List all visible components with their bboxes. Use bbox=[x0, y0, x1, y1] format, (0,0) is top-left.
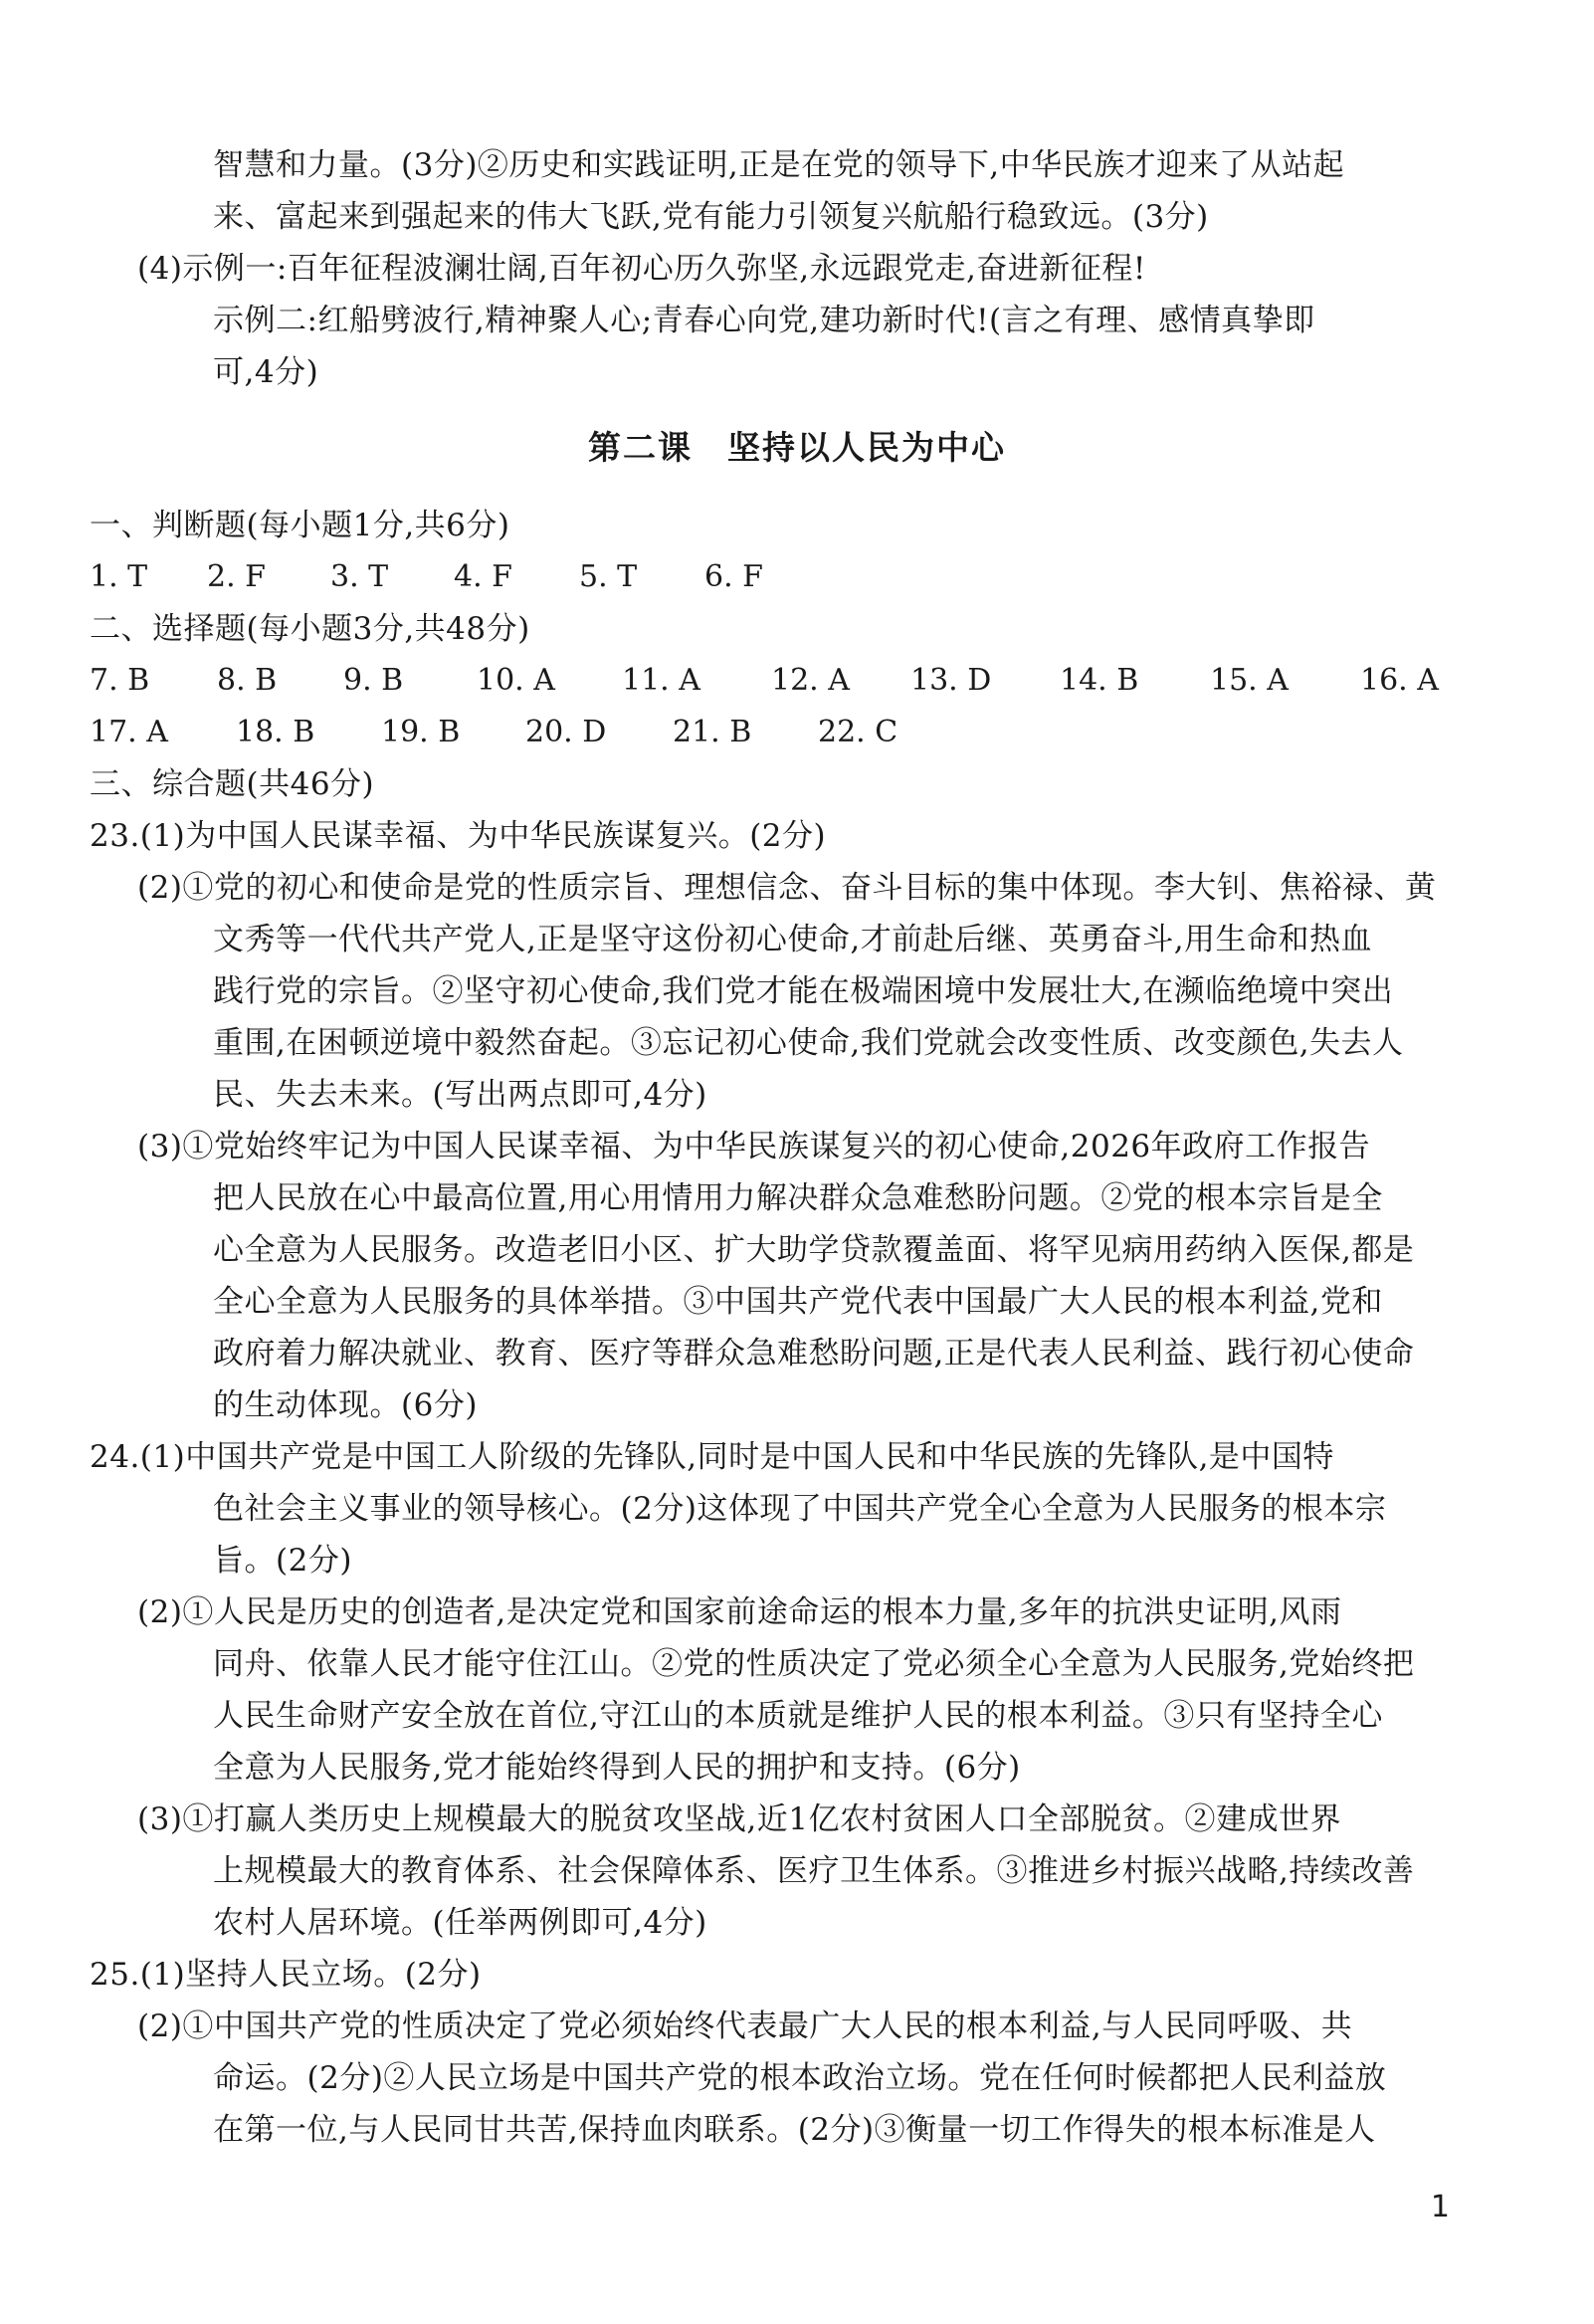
answer-line: 命运。(2分)②人民立场是中国共产党的根本政治立场。党在任何时候都把人民利益放 bbox=[213, 2060, 1387, 2096]
answer-row bbox=[90, 707, 897, 758]
continuation-line: 智慧和力量。(3分)②历史和实践证明,正是在党的领导下,中华民族才迎来了从站起 bbox=[213, 147, 1345, 183]
answer-line: (3)①打赢人类历史上规模最大的脱贫攻坚战,近1亿农村贫困人口全部脱贫。②建成世界 bbox=[137, 1801, 1341, 1837]
section-heading: 二、选择题(每小题3分,共48分) bbox=[90, 611, 530, 647]
answer-item: 7. B bbox=[90, 663, 150, 698]
answer-line: 23.(1)为中国人民谋幸福、为中华民族谋复兴。(2分) bbox=[90, 818, 827, 854]
answer-line: 政府着力解决就业、教育、医疗等群众急难愁盼问题,正是代表人民利益、践行初心使命 bbox=[213, 1336, 1415, 1372]
answer-line: 的生动体现。(6分) bbox=[213, 1387, 478, 1423]
answer-line: (2)①中国共产党的性质决定了党必须始终代表最广大人民的根本利益,与人民同呼吸、共 bbox=[137, 2008, 1353, 2044]
answer-row bbox=[90, 551, 763, 603]
answer-line: (2)①人民是历史的创造者,是决定党和国家前途命运的根本力量,多年的抗洪史证明,风雨 bbox=[137, 1594, 1342, 1630]
answer-line: 上规模最大的教育体系、社会保障体系、医疗卫生体系。③推进乡村振兴战略,持续改善 bbox=[213, 1853, 1415, 1889]
answer-item: 14. B bbox=[1060, 663, 1139, 698]
answer-line: 重围,在困顿逆境中毅然奋起。③忘记初心使命,我们党就会改变性质、改变颜色,失去人 bbox=[213, 1025, 1404, 1061]
answer-line: (2)①党的初心和使命是党的性质宗旨、理想信念、奋斗目标的集中体现。李大钊、焦裕禄、黄 bbox=[137, 870, 1437, 906]
answer-row bbox=[90, 655, 1439, 707]
answer-line: 把人民放在心中最高位置,用心用情用力解决群众急难愁盼问题。②党的根本宗旨是全 bbox=[213, 1180, 1383, 1216]
answer-line: 25.(1)坚持人民立场。(2分) bbox=[90, 1957, 482, 1993]
answer-line: 心全意为人民服务。改造老旧小区、扩大助学贷款覆盖面、将罕见病用药纳入医保,都是 bbox=[213, 1232, 1415, 1268]
answer-line: 24.(1)中国共产党是中国工人阶级的先锋队,同时是中国人民和中华民族的先锋队,是中国特 bbox=[90, 1439, 1334, 1475]
lesson-title: 第二课 坚持以人民为中心 bbox=[588, 428, 1006, 467]
answer-item: 2. F bbox=[207, 559, 266, 594]
answer-line: 践行党的宗旨。②坚守初心使命,我们党才能在极端困境中发展壮大,在濒临绝境中突出 bbox=[213, 973, 1394, 1009]
page-number: 1 bbox=[1430, 2190, 1450, 2224]
answer-item: 13. D bbox=[910, 663, 992, 698]
answer-line: 全心全意为人民服务的具体举措。③中国共产党代表中国最广大人民的根本利益,党和 bbox=[213, 1284, 1383, 1320]
answer-line: 旨。(2分) bbox=[213, 1543, 352, 1579]
answer-line: (3)①党始终牢记为中国人民谋幸福、为中华民族谋复兴的初心使命,2026年政府工作报告 bbox=[137, 1129, 1371, 1164]
answer-line: 民、失去未来。(写出两点即可,4分) bbox=[213, 1077, 707, 1113]
answer-line: 在第一位,与人民同甘共苦,保持血肉联系。(2分)③衡量一切工作得失的根本标准是人 bbox=[213, 2112, 1376, 2148]
answer-item: 9. B bbox=[343, 663, 404, 698]
answer-line: 人民生命财产安全放在首位,守江山的本质就是维护人民的根本利益。③只有坚持全心 bbox=[213, 1698, 1383, 1734]
answer-item: 11. A bbox=[622, 663, 700, 698]
answer-item: 8. B bbox=[217, 663, 278, 698]
answer-item: 10. A bbox=[477, 663, 555, 698]
answer-item: 16. A bbox=[1360, 663, 1439, 698]
answer-item: 6. F bbox=[704, 559, 763, 594]
answer-item: 18. B bbox=[236, 715, 315, 749]
answer-item: 21. B bbox=[673, 715, 752, 749]
section-heading: 三、综合题(共46分) bbox=[90, 766, 375, 802]
answer-line: 农村人居环境。(任举两例即可,4分) bbox=[213, 1905, 707, 1941]
answer-line: 色社会主义事业的领导核心。(2分)这体现了中国共产党全心全意为人民服务的根本宗 bbox=[213, 1491, 1387, 1527]
answer-item: 12. A bbox=[771, 663, 850, 698]
continuation-line: 来、富起来到强起来的伟大飞跃,党有能力引领复兴航船行稳致远。(3分) bbox=[213, 199, 1209, 235]
answer-item: 15. A bbox=[1210, 663, 1289, 698]
answer-item: 5. T bbox=[579, 559, 638, 594]
answer-line: 全意为人民服务,党才能始终得到人民的拥护和支持。(6分) bbox=[213, 1750, 1021, 1786]
continuation-line: (4)示例一:百年征程波澜壮阔,百年初心历久弥坚,永远跟党走,奋进新征程! bbox=[137, 251, 1146, 287]
section-heading: 一、判断题(每小题1分,共6分) bbox=[90, 508, 510, 543]
answer-item: 4. F bbox=[454, 559, 512, 594]
answer-item: 19. B bbox=[381, 715, 461, 749]
answer-item: 3. T bbox=[330, 559, 389, 594]
continuation-line: 示例二:红船劈波行,精神聚人心;青春心向党,建功新时代!(言之有理、感情真挚即 bbox=[213, 303, 1315, 338]
answer-line: 文秀等一代代共产党人,正是坚守这份初心使命,才前赴后继、英勇奋斗,用生命和热血 bbox=[213, 922, 1373, 957]
answer-item: 17. A bbox=[90, 715, 168, 749]
answer-line: 同舟、依靠人民才能守住江山。②党的性质决定了党必须全心全意为人民服务,党始终把 bbox=[213, 1646, 1415, 1682]
answer-item: 22. C bbox=[818, 715, 898, 749]
answer-item: 20. D bbox=[525, 715, 607, 749]
answer-item: 1. T bbox=[90, 559, 148, 594]
continuation-line: 可,4分) bbox=[213, 354, 319, 390]
